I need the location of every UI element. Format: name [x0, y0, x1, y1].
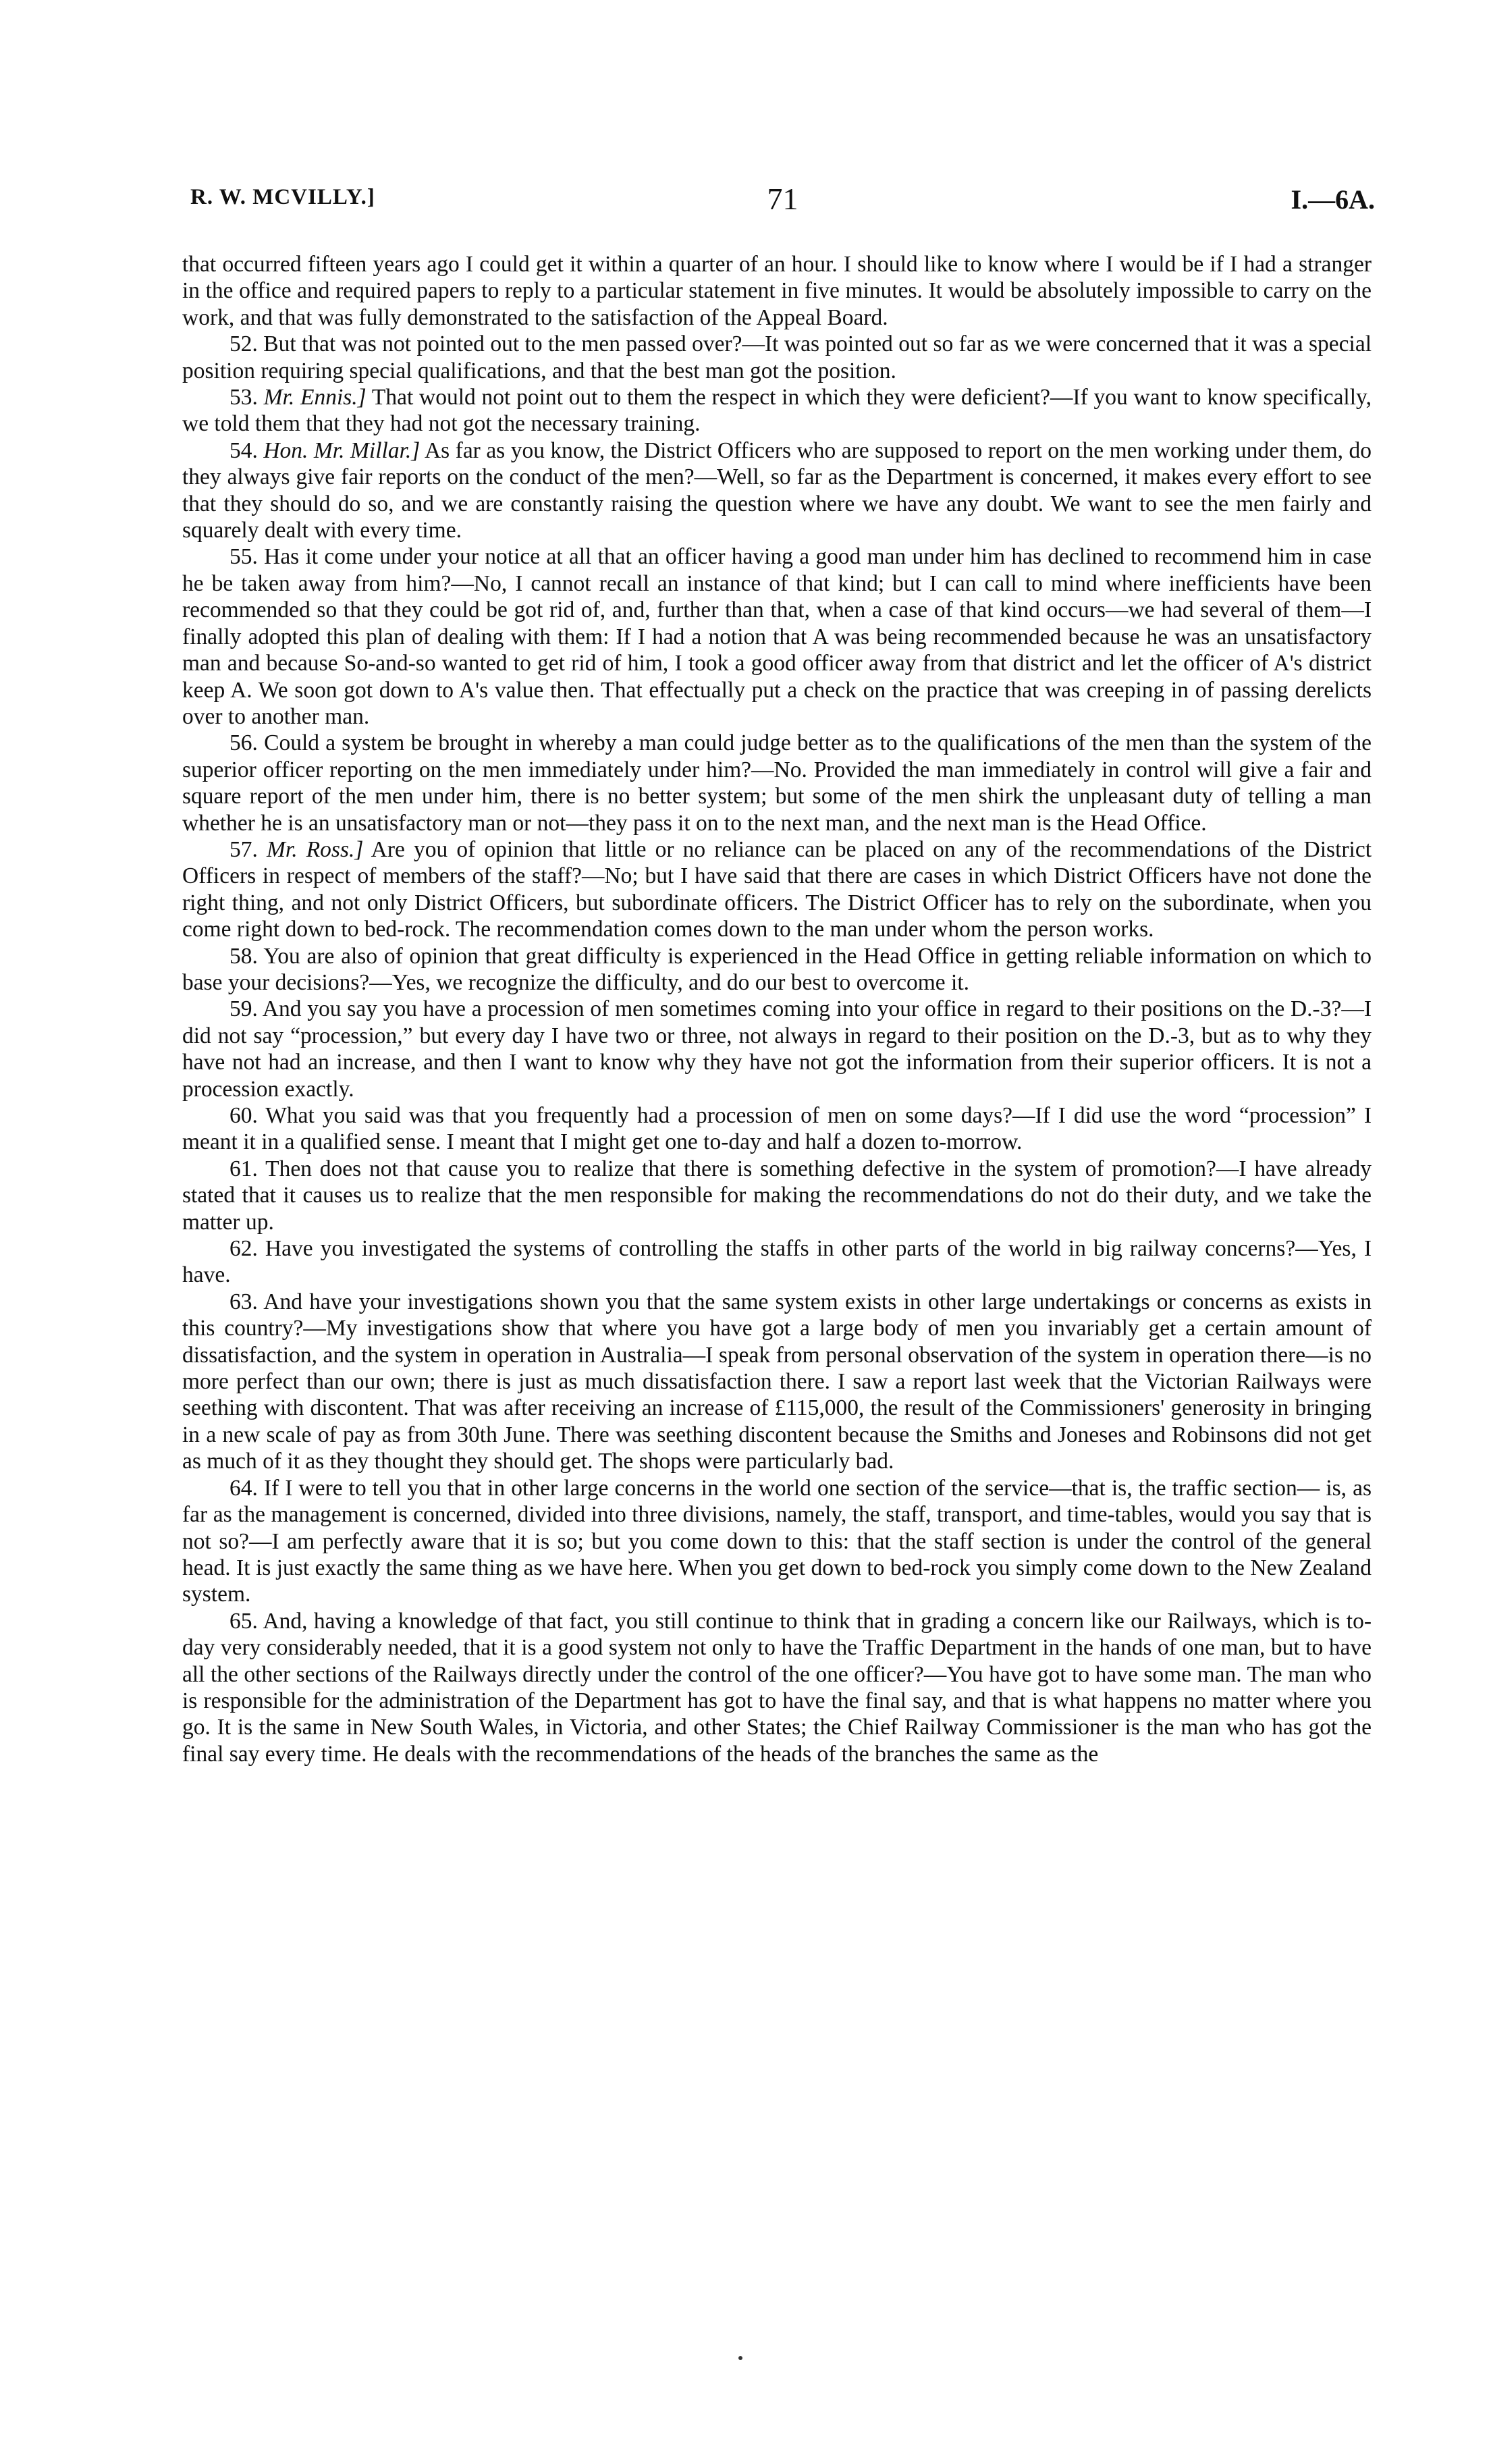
question-64	[182, 1475, 1372, 1608]
page-header	[190, 181, 1375, 221]
question-55	[182, 543, 1372, 730]
paragraph-text: If I were to tell you that in other large concerns in the world one section of the service—that is, the traffic section— is, as far as the management is concerned, divided into three divisions, namely, the staff, transport, and time-tables, would you say that is not so?—I am perfectly aware that it is so; but you come down to this: that the staff section is under the control of the general head. It is just exactly the same thing as we have here. When you get down to bed-rock you simply come down to the New Zealand system.	[182, 1475, 1372, 1607]
question-56	[182, 730, 1372, 836]
page-body	[182, 251, 1372, 1767]
paragraph-text: that occurred fifteen years ago I could get it within a quarter of an hour. I should like to know where I would be if I had a stranger in the office and required papers to reply to a particular statement in five minutes. It would be absolutely impossible to carry on the work, and that was fully demonstrated to the satisfaction of the Appeal Board.	[182, 252, 1372, 330]
paragraph-text: Has it come under your notice at all that an officer having a good man under him has declined to recommend him in case he be taken away from him?—No, I cannot recall an instance of that kind; but I can call to mind where inefficients have been recommended so that they could be got rid of, and, further than that, when a case of that kind occurs—we had several of them—I finally adopted this plan of dealing with them: If I had a notion that A was being recommended because he was an unsatisfactory man and because So-and-so wanted to get rid of him, I took a good officer away from that district and let the officer of A's district keep A. We soon got down to A's value then. That effectually put a check on the practice that was creeping in of passing derelicts over to another man.	[182, 544, 1372, 729]
question-number: 56.	[229, 730, 258, 756]
question-number: 63.	[229, 1289, 258, 1314]
paragraph-text: And have your investigations shown you that the same system exists in other large undertakings or concerns as exists in this country?—My investigations show that where you have got a large body of men you invariably get a certain amount of dissatisfaction, and the system in operation in Australia—I speak from personal observation of the system in operation there—is no more perfect than our own; there is just as much dissatisfaction there. I saw a report last week that the Victorian Railways were seething with discontent. That was after receiving an increase of £115,000, the result of the Commissioners' generosity in bringing in a new scale of pay as from 30th June. There was seething discontent because the Smiths and Joneses and Robinsons did not get as much of it as they thought they should get. The shops were particularly bad.	[182, 1289, 1372, 1474]
question-61	[182, 1156, 1372, 1235]
paragraph-text: That would not point out to them the respect in which they were deficient?—If you want to know specifically, we told them that they had not got the necessary training.	[182, 385, 1372, 437]
question-number: 53.	[229, 385, 258, 410]
paragraph-text: And, having a knowledge of that fact, you still continue to think that in grading a concern like our Railways, which is to-day very considerably needed, that it is a good system not only to have the Traffic Department in the hands of one man, but to have all the other sections of the Railways directly under the control of the one officer?—You have got to have some man. The man who is responsible for the administration of the Department has got to have the final say, and that is what happens no matter where you go. It is the same in New South Wales, in Victoria, and other States; the Chief Railway Commissioner is the man who has got the final say every time. He deals with the recommendations of the heads of the branches the same as the	[182, 1608, 1372, 1767]
paragraph-text: And you say you have a procession of men sometimes coming into your office in regard to their positions on the D.-3?—I did not say “procession,” but every day I have two or three, not always in regard to their position on the D.-3, but as to why they have not had an increase, and then I want to know why they have not got the information from their superior officers. It is not a procession exactly.	[182, 996, 1372, 1102]
question-52	[182, 331, 1372, 384]
speaker-name: Mr. Ross.]	[266, 836, 364, 862]
paragraph-text: Then does not that cause you to realize that there is something defective in the system of promotion?—I have already stated that it causes us to realize that the men responsible for making the recommendations do not do their duty, and we take the matter up.	[182, 1156, 1372, 1235]
paragraph-text: What you said was that you frequently had a procession of men on some days?—If I did use the word “procession” I meant it in a qualified sense. I meant that I might get one to-day and half a dozen to-morrow.	[182, 1103, 1372, 1155]
question-60	[182, 1102, 1372, 1156]
question-number: 59.	[229, 996, 258, 1022]
question-59	[182, 996, 1372, 1102]
question-number: 55.	[229, 544, 258, 570]
question-53	[182, 384, 1372, 437]
question-number: 62.	[229, 1236, 258, 1262]
question-57	[182, 836, 1372, 943]
question-number: 52.	[229, 331, 258, 357]
question-65	[182, 1608, 1372, 1767]
paragraph-text: As far as you know, the District Officers who are supposed to report on the men working under them, do they always give fair reports on the conduct of the men?—Well, so far as the Department is concerned, it makes every effort to see that they should do so, and we are constantly raising the question where we have any doubt. We want to see the men fairly and squarely dealt with every time.	[182, 437, 1372, 543]
question-number: 65.	[229, 1608, 258, 1634]
question-number: 57.	[229, 836, 258, 862]
paragraph-text: But that was not pointed out to the men passed over?—It was pointed out so far as we were concerned that it was a special position requiring special qualifications, and that the best man got the position.	[182, 331, 1372, 383]
paragraph-text: Have you investigated the systems of controlling the staffs in other parts of the world in big railway concerns?—Yes, I have.	[182, 1236, 1372, 1288]
speaker-name: Mr. Ennis.]	[263, 385, 367, 410]
page-number: 71	[767, 182, 798, 216]
question-number: 54.	[229, 437, 258, 463]
paragraph-continuation	[182, 251, 1372, 331]
question-number: 64.	[229, 1475, 258, 1501]
question-number: 60.	[229, 1103, 258, 1128]
question-54	[182, 437, 1372, 544]
print-mark	[738, 2356, 742, 2360]
paragraph-text: Are you of opinion that little or no reliance can be placed on any of the recommendations of the District Officers in respect of members of the staff?—No; but I have said that there are cases in which District Officers have not done the right thing, and not only District Officers, but subordinate officers. The District Officer has to rely on the subordinate, when you come right down to bed-rock. The recommendation comes down to the man under whom the person works.	[182, 836, 1372, 942]
question-58	[182, 943, 1372, 996]
witness-name: R. W. MCVILLY.]	[190, 185, 375, 209]
question-62	[182, 1235, 1372, 1289]
paragraph-text: You are also of opinion that great difficulty is experienced in the Head Office in getting reliable information on which to base your decisions?—Yes, we recognize the difficulty, and do our best to overcome it.	[182, 943, 1372, 995]
question-number: 61.	[229, 1156, 258, 1181]
question-number: 58.	[229, 943, 258, 969]
document-reference: I.—6A.	[1291, 184, 1375, 215]
question-63	[182, 1289, 1372, 1475]
speaker-name: Hon. Mr. Millar.]	[263, 437, 421, 463]
paragraph-text: Could a system be brought in whereby a man could judge better as to the qualifications of the men than the system of the superior officer reporting on the men immediately under him?—No. Provided the man immediately in control will give a fair and square report of the men under him, there is no better system; but some of the men shirk the unpleasant duty of telling a man whether he is an unsatisfactory man or not—they pass it on to the next man, and the next man is the Head Office.	[182, 730, 1372, 836]
